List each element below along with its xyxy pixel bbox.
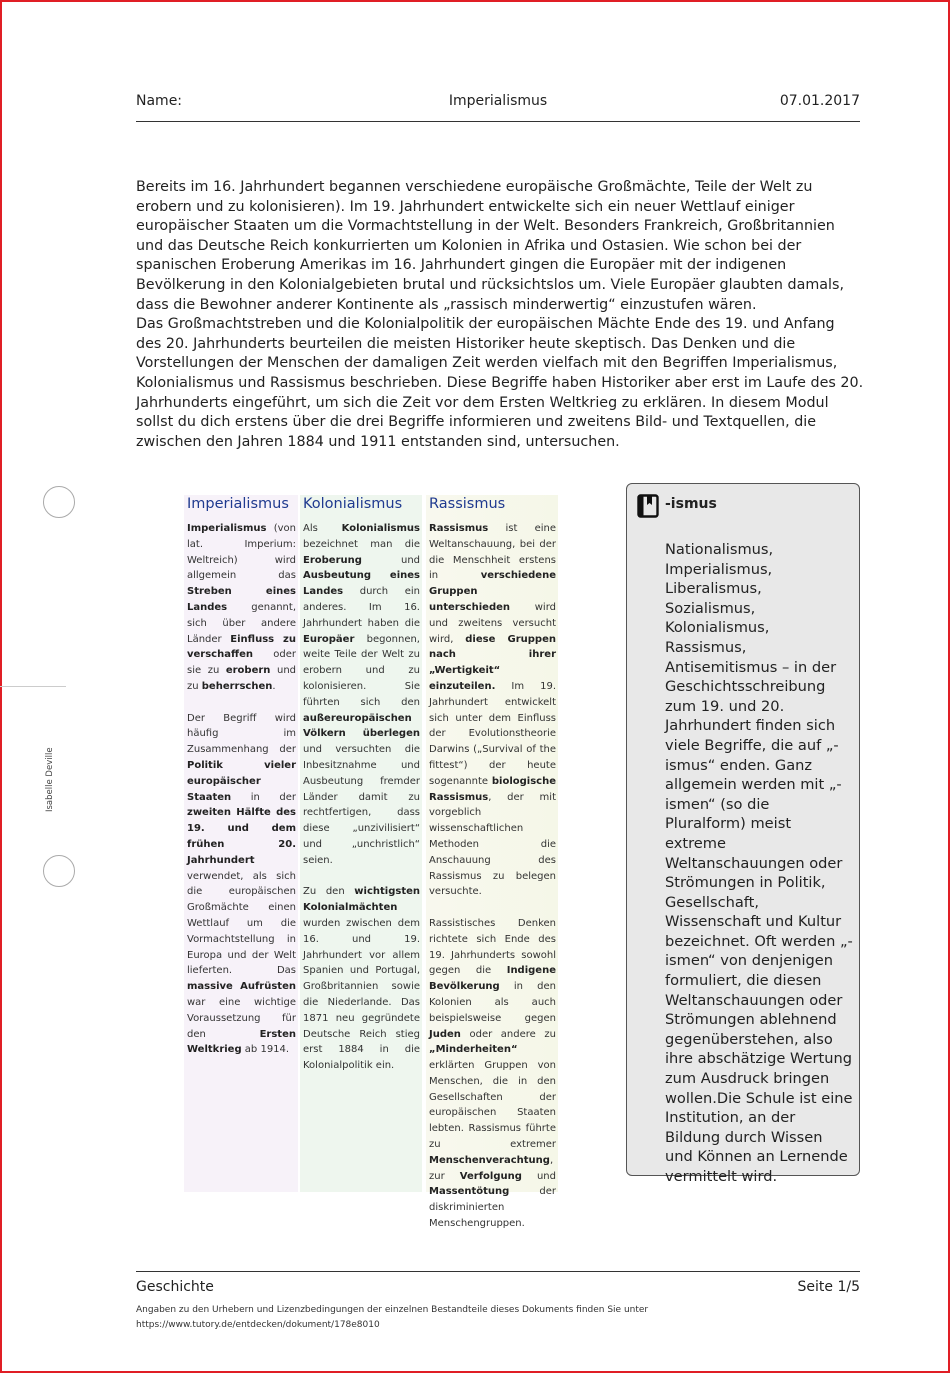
document-date: 07.01.2017 (779, 93, 860, 109)
bold-term: massive Aufrüsten (187, 981, 296, 993)
bold-term: Eroberung (303, 554, 362, 566)
bold-term: Einfluss zu verschaffen (187, 633, 296, 661)
column-rassismus (426, 495, 558, 1230)
text-run: erklärten Gruppen von Menschen, die in den Gesellschaften der europäischen Staaten lebten. Rassismus führte zu extremer (429, 1060, 556, 1151)
column-kolonialismus (300, 495, 422, 1192)
column-paragraph (187, 521, 296, 695)
text-run: der diskriminierten Menschengruppen. (429, 1186, 556, 1230)
column-paragraph (429, 916, 556, 1232)
text-run: wurden zwischen dem 16. und 19. Jahrhundert vor allem Spanien und Portugal, Großbritannien sowie die Niederlande. Das 1871 neu gegründete Deutsche Reich stieg erst 1884 in die Kolonialpolitik ein. (303, 917, 420, 1072)
text-run: und (361, 554, 420, 566)
bold-term: Verfolgung (459, 1170, 522, 1182)
bold-term: Streben eines Landes (187, 586, 296, 613)
text-run: Als (303, 523, 342, 534)
bold-term: verschiedene Gruppen unterschieden (429, 570, 556, 613)
column-imperialismus (184, 495, 298, 1192)
text-run: in den Kolonien als auch beispielsweise gegen (429, 981, 556, 1024)
intro-paragraph: Das Großmachtstreben und die Kolonialpolitik der europäischen Mächte Ende des 19. und Anfang des 20. Jahrhunderts beurteilen die meisten Historiker heute skeptisch. Das Denken und die Vorstellungen der Menschen der damaligen Zeit werden vielfach mit den Begriffen Imperialismus, Kolonialismus und Rassismus beschrieben. Diese Begriffe haben Historiker aber erst im Laufe des 20. Jahrhunderts eingeführt, um sich die Zeit vor dem Ersten Weltkrieg zu erklären. In diesem Modul sollst du dich erstens über die drei Begriffe informieren und zweitens Bild- und Textquellen, die zwischen den Jahren 1884 und 1911 entstanden sind, untersuchen. (136, 316, 864, 450)
book-bookmark-icon (637, 494, 659, 520)
text-run: , der mit vorgeblich wissenschaftlichen Methoden die Anschauung des Rassismus zu belegen versuchte. (429, 791, 556, 898)
page-number: Seite 1/5 (797, 1279, 860, 1295)
column-paragraph (303, 884, 420, 1074)
text-run: verwendet, als sich die europäischen Großmächte einen Wettlauf um die Vormachtstellung in Europa und der Welt lieferten. Das (187, 870, 296, 977)
bold-term: Ersten Weltkrieg (187, 1028, 296, 1056)
text-run: Rassistisches Denken richtete sich Ende des 19. Jahrhunderts sowohl gegen die (429, 917, 556, 977)
bold-term: Imperialismus (187, 523, 267, 534)
info-box-body: Nationalismus, Imperialismus, Liberalismus, Sozialismus, Kolonialismus, Rassismus, Antisemitismus – in der Geschichtsschreibung zum 19. und 20. Jahrhundert finden sich viele Begriffe, die auf „-ismus“ enden. Ganz allgemein werden mit „-ismen“ (so die Pluralform) meist extreme Weltanschauungen oder Strömungen in Politik, Gesellschaft, Wissenschaft und Kultur bezeichnet. Oft werden „-ismen“ von denjenigen formuliert, die diesen Weltanschauungen oder Strömungen ablehnend gegenüberstehen, also ihre abschätzige Wertung zum Ausdruck bringen wollen.Die Schule ist eine Institution, an der Bildung durch Wissen und Können an Lernende vermittelt wird. (665, 541, 853, 1185)
fold-mark (0, 686, 66, 687)
footer-rule (136, 1271, 860, 1272)
text-run: war eine wichtige Voraussetzung für den (187, 996, 296, 1040)
text-run: und (521, 1170, 556, 1182)
subject-label: Geschichte (136, 1279, 214, 1295)
text-run: bezeichnet man die (303, 538, 420, 550)
text-run: oder andere zu (460, 1028, 556, 1040)
bold-term: wichtigsten Kolonialmächten (303, 886, 420, 914)
bold-term: Europäer (303, 633, 355, 645)
column-text (300, 521, 422, 1074)
bold-term: Ausbeutung eines Landes (303, 570, 420, 598)
bold-term: Politik vieler europäischer Staaten (187, 759, 296, 803)
column-paragraph (429, 521, 556, 900)
name-label: Name: (136, 93, 183, 109)
text-run: in der (231, 791, 296, 803)
definition-columns (184, 495, 558, 1230)
text-run: Zu den (303, 886, 355, 898)
punch-hole (43, 486, 75, 518)
bold-term: Kolonialismus (341, 523, 420, 534)
license-note (136, 1303, 860, 1333)
text-run: Im 19. Jahrhundert entwickelt sich unter dem Einfluss der Evolutionstheorie Darwins („Survival of the fittest“) der heute sogenannte (429, 680, 556, 787)
text-run: durch ein anderes. Im 16. Jahrhundert haben die (303, 586, 420, 629)
bold-term: beherrschen (201, 680, 273, 692)
column-text (426, 521, 558, 1232)
text-run: , zur (429, 1154, 554, 1182)
bold-term: Indigene Bevölkerung (429, 965, 556, 993)
text-run: oder sie zu (187, 649, 296, 677)
text-run: genannt, sich über andere Länder (187, 601, 296, 645)
punch-hole (43, 855, 75, 887)
intro-paragraph: Bereits im 16. Jahrhundert begannen verschiedene europäische Großmächte, Teile der Welt zu erobern und zu kolonisieren). Im 19. Jahrhundert entwickelte sich ein neuer Wettlauf einiger europäischer Staaten um die Vormachtstellung in der Welt. Besonders Frankreich, Großbritannien und das Deutsche Reich konkurrierten um Kolonien in Afrika und Ostasien. Wie schon bei der spanischen Eroberung Amerikas im 16. Jahrhundert gingen die Europäer mit der indigenen Bevölkerung in den Kolonialgebieten brutal und rücksichtslos um. Viele Europäer glaubten damals, dass die Bewohner anderer Kontinente als „rassisch minderwertig“ einzustufen wären. (136, 179, 844, 313)
intro-text (136, 178, 864, 452)
bold-term: Massentötung (429, 1186, 510, 1198)
bold-term: zweiten Hälfte des 19. und dem frühen 20. Jahrhundert (187, 807, 296, 866)
document-title: Imperialismus (448, 93, 548, 109)
text-run: . (272, 680, 276, 692)
info-box-title: -ismus (665, 496, 717, 512)
bold-term: Juden (429, 1028, 461, 1040)
text-run: (von lat. Imperium: Weltreich) wird allgemein das (187, 523, 296, 582)
license-text: Angaben zu den Urhebern und Lizenzbedingungen der einzelnen Bestandteile dieses Dokuments finden Sie unter (136, 1305, 649, 1315)
license-url: https://www.tutory.de/entdecken/dokument/178e8010 (136, 1320, 380, 1330)
bold-term: Menschenverachtung (429, 1154, 550, 1166)
bold-term: diese Gruppen nach ihrer „Wertigkeit“ einzuteilen. (429, 633, 556, 692)
column-heading: Rassismus (429, 496, 506, 512)
column-paragraph (187, 711, 296, 1059)
ismus-info-box (626, 483, 860, 1185)
text-run: Der Begriff wird häufig im Zusammenhang der (187, 712, 296, 756)
text-run: und zu (187, 665, 296, 692)
column-heading: Imperialismus (187, 496, 289, 512)
author-credit: Isabelle Deville (45, 747, 55, 812)
bold-term: „Minderheiten“ (429, 1044, 518, 1056)
column-heading: Kolonialismus (303, 496, 403, 512)
text-run: ist eine Weltanschauung, bei der die Menschheit erstens in (429, 523, 556, 582)
bold-term: außereuropäischen Völkern überlegen (303, 712, 420, 740)
text-run: wird und zweitens versucht wird, (429, 601, 556, 645)
text-run: und versuchten die Inbesitznahme und Ausbeutung fremder Länder damit zu rechtfertigen, dass diese „unzivilisiert“ und „unchristlich“ seien. (303, 744, 420, 866)
column-text (184, 521, 298, 1058)
bold-term: Rassismus (429, 523, 489, 534)
column-paragraph (303, 521, 420, 869)
bold-term: erobern (225, 665, 271, 677)
text-run: ab 1914. (241, 1044, 290, 1056)
page-header (136, 93, 860, 122)
bold-term: biologische Rassismus (429, 775, 556, 803)
text-run: begonnen, weite Teile der Welt zu erobern und zu kolonisieren. Sie führten sich den (303, 633, 420, 708)
